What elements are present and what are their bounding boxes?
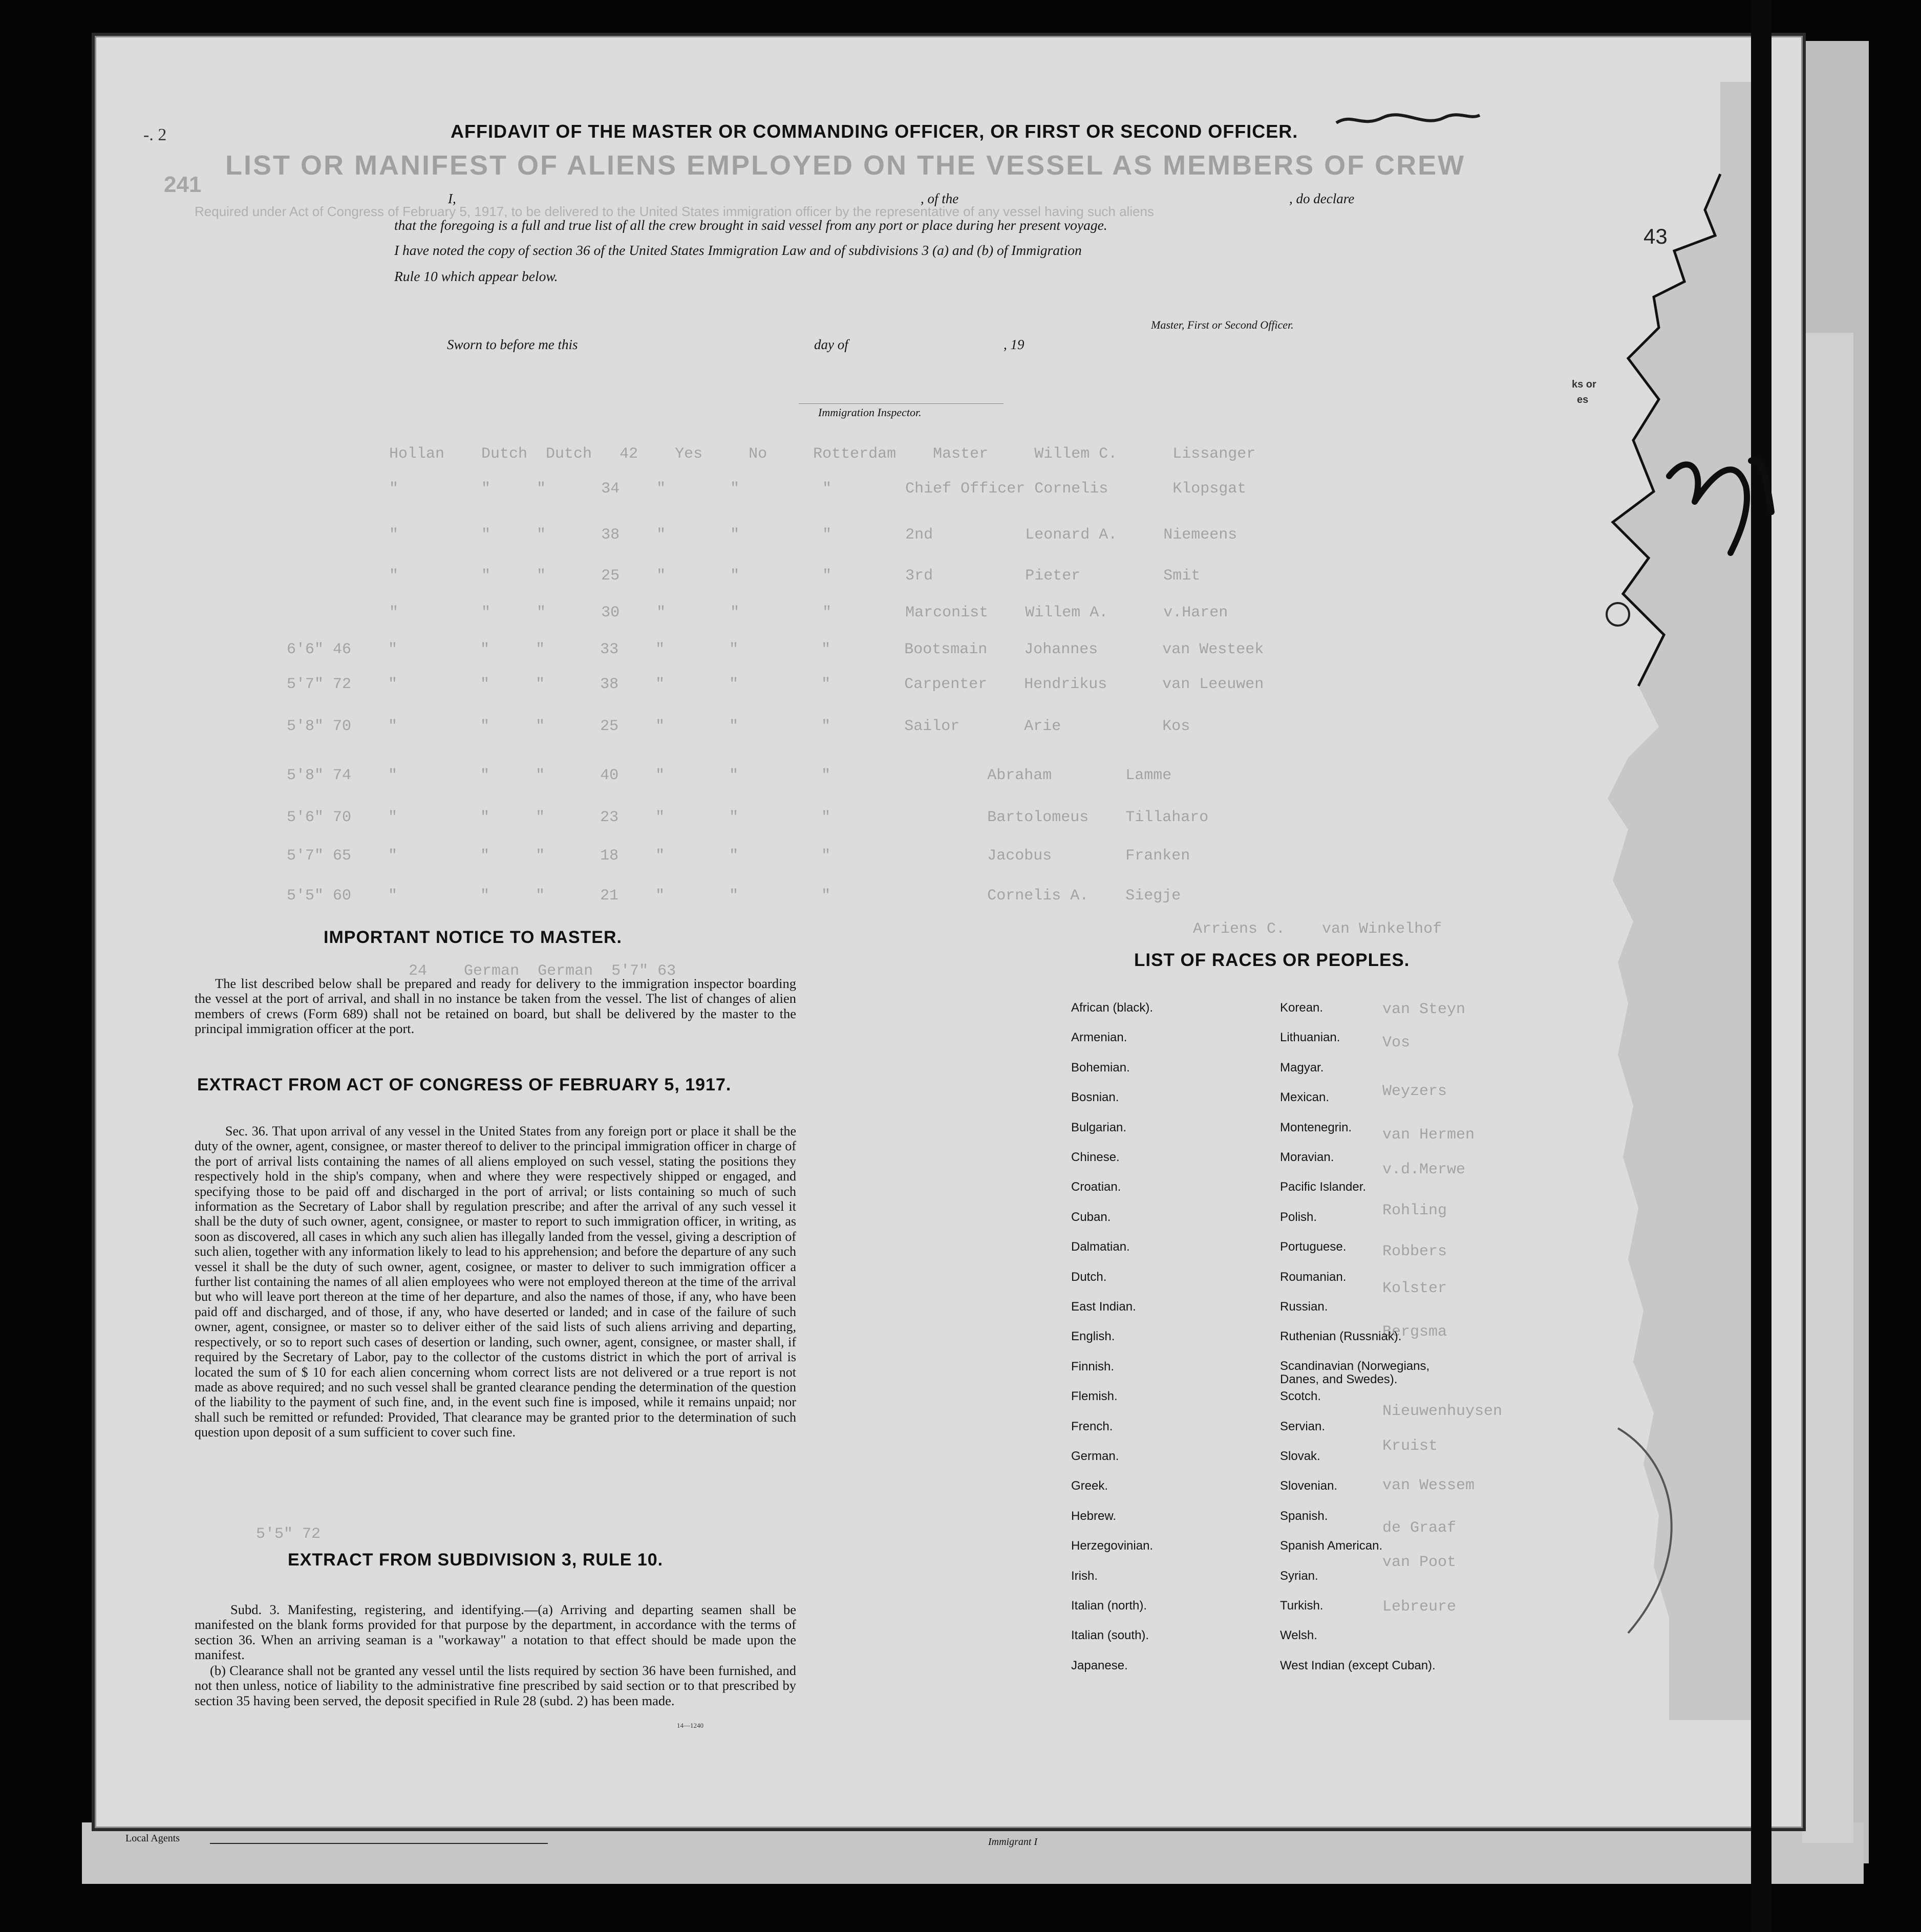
day-of-label: day of	[814, 337, 848, 352]
ghost-row: 5'7" 65 " " " 18 " " " Jacobus Franken	[287, 847, 1190, 865]
affidavit-line-3: I have noted the copy of section 36 of the United States Immigration Law and of subdivisions 3 (a) and (b) of Immigration	[394, 242, 1082, 258]
race-item: East Indian.	[1071, 1300, 1136, 1314]
race-item: Scandinavian (Norwegians, Danes, and Swedes).	[1280, 1359, 1430, 1386]
underlying-page-strip	[1802, 333, 1853, 1843]
notice-title: IMPORTANT NOTICE TO MASTER.	[324, 928, 622, 947]
race-item: Servian.	[1280, 1419, 1326, 1433]
race-item: Korean.	[1280, 1001, 1324, 1015]
rule-para-a: Subd. 3. Manifesting, registering, and identifying.—(a) Arriving and departing seamen shall be manifested on the blank forms provided for that purpose by the department, in accordance with the terms of section 36. When an arriving seaman is a "workaway" a notation to that effect should be made upon the manifest.	[195, 1602, 796, 1662]
ghost-row: 5'5" 60 " " " 21 " " " Cornelis A. Siegje	[287, 887, 1181, 905]
race-item: Flemish.	[1071, 1389, 1118, 1404]
ghost-row: 5'7" 72 " " " 38 " " " Carpenter Hendrikus van Leeuwen	[287, 676, 1264, 693]
race-item: Slovenian.	[1280, 1479, 1338, 1493]
ghost-row: 5'5" 72	[256, 1526, 321, 1543]
affidavit-do-declare: , do declare	[1289, 191, 1355, 206]
race-item: Italian (north).	[1071, 1599, 1147, 1613]
handwritten-mark	[1659, 440, 1792, 563]
race-item: Irish.	[1071, 1569, 1098, 1583]
race-item: Pacific Islander.	[1280, 1180, 1367, 1194]
race-item: Spanish.	[1280, 1509, 1328, 1523]
ghost-row: 5'8" 70 " " " 25 " " " Sailor Arie Kos	[287, 718, 1190, 735]
race-item: Welsh.	[1280, 1628, 1317, 1643]
ghost-row: Kolster	[1382, 1280, 1447, 1297]
master-signature-label: Master, First or Second Officer.	[1151, 318, 1294, 331]
race-item: Syrian.	[1280, 1569, 1318, 1583]
race-item: Portuguese.	[1280, 1240, 1347, 1254]
race-item: Finnish.	[1071, 1359, 1115, 1373]
race-item: Herzegovinian.	[1071, 1539, 1154, 1553]
affidavit-I: I,	[448, 191, 456, 206]
race-item: Ruthenian (Russniak).	[1280, 1329, 1402, 1344]
background-form-title: LIST OR MANIFEST OF ALIENS EMPLOYED ON THE VESSEL AS MEMBERS OF CREW	[225, 150, 1466, 181]
ghost-row: Arriens C. van Winkelhof	[1193, 920, 1442, 938]
affidavit-of-the: , of the	[921, 191, 959, 206]
corner-mark: -. 2	[143, 125, 167, 144]
ghost-row: van Steyn	[1382, 1001, 1466, 1018]
ghost-row: 5'8" 74 " " " 40 " " " Abraham Lamme	[287, 767, 1172, 784]
ghost-row: 5'6" 70 " " " 23 " " " Bartolomeus Tillaharo	[287, 809, 1209, 826]
background-col-fragment-2: es	[1577, 394, 1589, 405]
race-item: Mexican.	[1280, 1090, 1330, 1105]
handwritten-scribble-top	[1331, 97, 1485, 138]
race-item: Croatian.	[1071, 1180, 1121, 1194]
act-title: EXTRACT FROM ACT OF CONGRESS OF FEBRUARY 5, 1917.	[197, 1075, 732, 1094]
affidavit-line-2: that the foregoing is a full and true list of all the crew brought in said vessel from any port or place during her present voyage.	[394, 217, 1107, 233]
affidavit-title: AFFIDAVIT OF THE MASTER OR COMMANDING OFFICER, OR FIRST OR SECOND OFFICER.	[451, 121, 1298, 142]
race-item: Turkish.	[1280, 1599, 1324, 1613]
immigrant-label: Immigrant I	[988, 1836, 1038, 1848]
pencil-arc	[1597, 1423, 1700, 1638]
race-item: Armenian.	[1071, 1031, 1127, 1045]
background-form-subtitle: Required under Act of Congress of February 5, 1917, to be delivered to the United States immigration officer by the representative of any vessel having such aliens	[195, 204, 1155, 219]
ghost-row: Lebreure	[1382, 1598, 1457, 1616]
ghost-row: de Graaf	[1382, 1519, 1457, 1537]
ghost-row: Hollan Dutch Dutch 42 Yes No Rotterdam Master Willem C. Lissanger	[389, 445, 1256, 463]
race-item: Moravian.	[1280, 1150, 1334, 1164]
ghost-row: " " " 30 " " " Marconist Willem A. v.Haren	[389, 604, 1228, 621]
race-item: German.	[1071, 1449, 1119, 1463]
ghost-row: Vos	[1382, 1034, 1411, 1051]
ghost-row: Kruist	[1382, 1437, 1438, 1455]
race-item: Cuban.	[1071, 1210, 1111, 1224]
ghost-row: van Hermen	[1382, 1126, 1475, 1144]
ghost-row: v.d.Merwe	[1382, 1161, 1466, 1178]
race-item: French.	[1071, 1419, 1113, 1433]
sworn-label: Sworn to before me this	[447, 337, 578, 352]
ghost-row: " " " 25 " " " 3rd Pieter Smit	[389, 567, 1201, 585]
race-item: Magyar.	[1280, 1060, 1324, 1075]
underlying-page-bottom	[82, 1822, 1864, 1884]
race-item: Italian (south).	[1071, 1628, 1149, 1643]
race-item: Japanese.	[1071, 1658, 1128, 1672]
race-item: Bosnian.	[1071, 1090, 1119, 1105]
ghost-row: van Poot	[1382, 1554, 1457, 1571]
ghost-row: " " " 38 " " " 2nd Leonard A. Niemeens	[389, 526, 1237, 544]
race-item: Roumanian.	[1280, 1270, 1347, 1284]
race-item: Slovak.	[1280, 1449, 1320, 1463]
ghost-row: van Wessem	[1382, 1477, 1475, 1494]
race-item: Russian.	[1280, 1300, 1328, 1314]
race-item: Hebrew.	[1071, 1509, 1117, 1523]
ghost-row: Rohling	[1382, 1202, 1447, 1219]
race-item: West Indian (except Cuban).	[1280, 1658, 1436, 1672]
ghost-row: " " " 34 " " " Chief Officer Cornelis Klopsgat	[389, 480, 1247, 498]
rule-para-b: (b) Clearance shall not be granted any vessel until the lists required by section 36 have been furnished, and not then unless, notice of liability to the administrative fine prescribed by said section or to that prescribed by section 35 having been served, the deposit specified in Rule 28 (subd. 2) has been made.	[195, 1663, 796, 1708]
race-item: Dutch.	[1071, 1270, 1107, 1284]
notice-text: The list described below shall be prepared and ready for delivery to the immigration inspector boarding the vessel at the port of arrival, and shall in no instance be taken from the vessel. The list of changes of alien members of crews (Form 689) shall not be retained on board, but shall be delivered by the master to the principal immigration officer at the port.	[195, 976, 796, 1036]
race-item: Montenegrin.	[1280, 1120, 1352, 1134]
inspector-label: Immigration Inspector.	[818, 406, 922, 419]
race-item: Polish.	[1280, 1210, 1317, 1224]
race-item: Scotch.	[1280, 1389, 1321, 1404]
background-edge-number: 43	[1643, 224, 1668, 248]
race-item: Dalmatian.	[1071, 1240, 1130, 1254]
form-number: 14—1240	[677, 1722, 703, 1729]
race-item: Bohemian.	[1071, 1060, 1130, 1075]
inspector-signature-line	[799, 403, 1004, 404]
ghost-row: 24 German German 5'7" 63	[307, 962, 676, 980]
local-agents-label: Local Agents	[125, 1833, 180, 1844]
ghost-row: Bergsma	[1382, 1323, 1447, 1341]
race-item: Bulgarian.	[1071, 1120, 1127, 1134]
dark-gap	[1751, 0, 1771, 1932]
race-item: English.	[1071, 1329, 1115, 1344]
local-agents-line	[210, 1843, 548, 1844]
act-text: Sec. 36. That upon arrival of any vessel in the United States from any foreign port or place it shall be the duty of the owner, agent, consignee, or master thereof to deliver to the principal immigration officer in charge of the port of arrival lists containing the names of all aliens employed on such vessel, stating the positions they respectively hold in the ship's company, when and where they were respectively shipped or engaged, and specifying those to be paid off and discharged in the port of arrival; or lists containing so much of such information as the Secretary of Labor shall by regulation prescribe; and after the arrival of any such vessel it shall be the duty of such owner, agent, consignee, or master to report to such immigration officer, in writing, as soon as discovered, all cases in which any such alien has illegally landed from the vessel, giving a description of such alien, together with any information likely to lead to his apprehension; and before the departure of any such vessel it shall be the duty of such owner, agent, cosignee, or master to deliver to such immigration officer a further list containing the names of all alien employees who were not employed thereon at the time of the arrival but who will leave port thereon at the time of her departure, and also the names of those, if any, who have been paid off and discharged, and of those, if any, who have deserted or landed; and in case of the failure of such owner, agent, consignee, or master so to deliver either of the said lists of such aliens arriving and departing, respectively, or so to report such cases of desertion or landing, such owner, agent, consignee, or master shall, if required by the Secretary of Labor, pay to the collector of the customs district in which the port of arrival is located the sum of $ 10 for each alien concerning whom correct lists are not delivered or a true report is not made as above required; and no such vessel shall be granted clearance pending the determination of the question of the liability to the payment of such fine, and, in the event such fine is imposed, while it remains unpaid; nor shall such be remitted or refunded: Provided, That clearance may be granted prior to the determination of such question upon deposit of a sum sufficient to cover such fine.	[195, 1124, 796, 1440]
background-col-fragment-1: ks or	[1572, 379, 1596, 390]
year-label: , 19	[1004, 337, 1024, 352]
race-item: African (black).	[1071, 1001, 1154, 1015]
ghost-row: Robbers	[1382, 1243, 1447, 1260]
background-page-number: 241	[164, 172, 202, 197]
races-title: LIST OF RACES OR PEOPLES.	[1134, 950, 1410, 970]
ghost-row: 6'6" 46 " " " 33 " " " Bootsmain Johannes van Westeek	[287, 641, 1264, 658]
ghost-row: Weyzers	[1382, 1083, 1447, 1100]
corner-mark-number: 2	[158, 125, 167, 144]
race-item: Spanish American.	[1280, 1539, 1383, 1553]
affidavit-line-4: Rule 10 which appear below.	[394, 268, 558, 284]
race-item: Chinese.	[1071, 1150, 1120, 1164]
rule-title: EXTRACT FROM SUBDIVISION 3, RULE 10.	[288, 1550, 664, 1570]
race-item: Greek.	[1071, 1479, 1108, 1493]
ghost-row: Nieuwenhuysen	[1382, 1403, 1503, 1420]
race-item: Lithuanian.	[1280, 1031, 1340, 1045]
